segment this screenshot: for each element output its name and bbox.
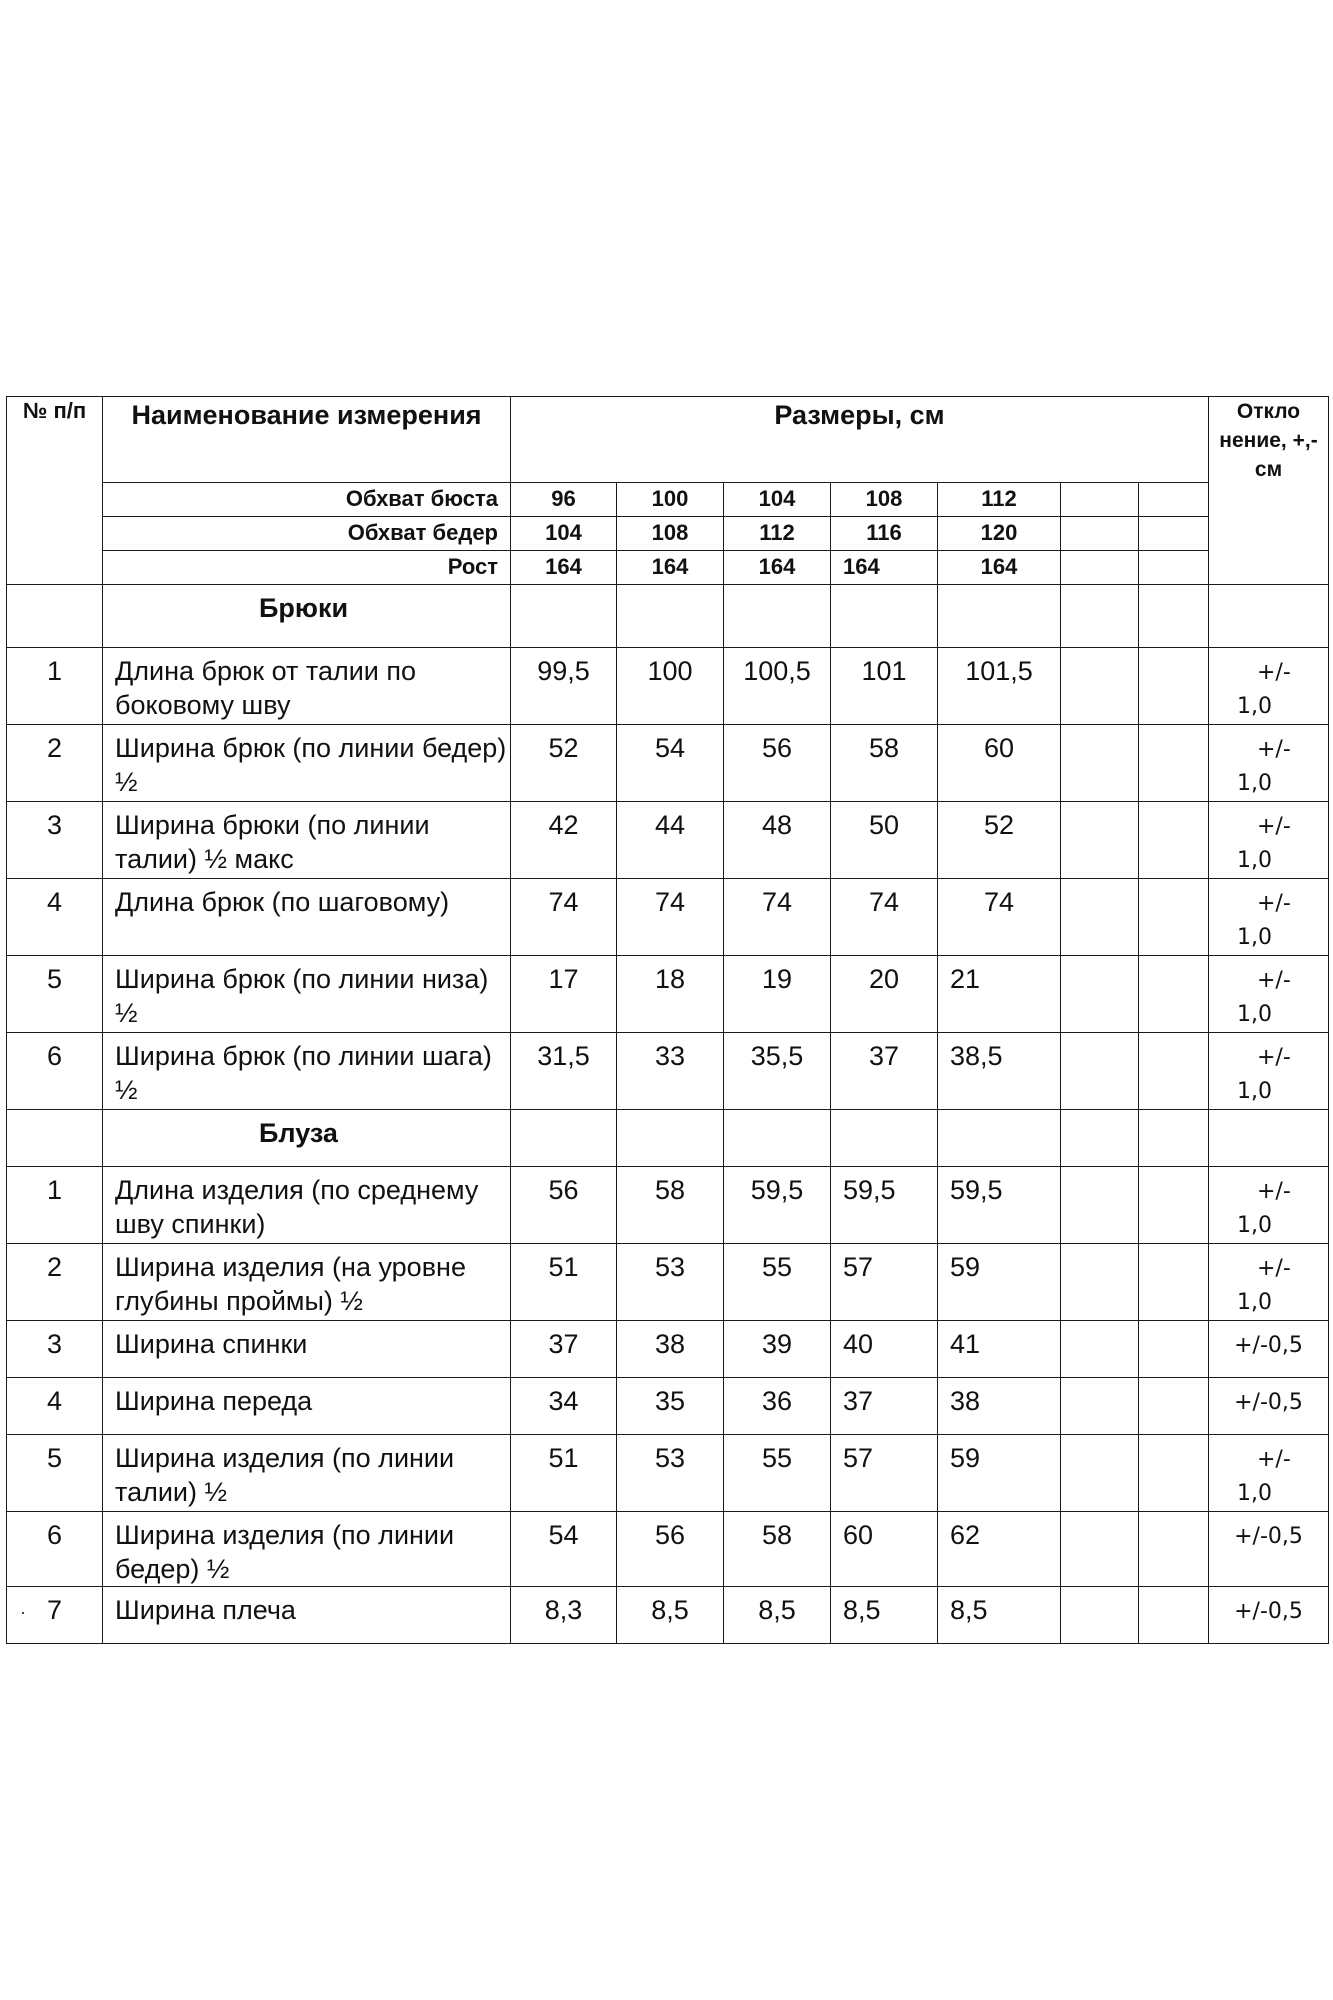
empty-cell xyxy=(1061,1587,1139,1644)
empty-cell xyxy=(938,585,1061,648)
size-value: 36 xyxy=(724,1378,831,1435)
row-number: 3 xyxy=(7,802,103,879)
size-value: 62 xyxy=(938,1512,1061,1587)
measurement-row xyxy=(7,1033,1329,1110)
empty-cell xyxy=(831,585,938,648)
tolerance-value: +/- 1,0 xyxy=(1209,1435,1329,1512)
size-value: 100,5 xyxy=(724,648,831,725)
row-number: 5 xyxy=(7,956,103,1033)
row-number: 2 xyxy=(7,725,103,802)
empty-cell xyxy=(511,1110,617,1167)
size-value: 56 xyxy=(617,1512,724,1587)
tolerance-value: +/-0,5 xyxy=(1209,1321,1329,1378)
param-value: 100 xyxy=(617,483,724,517)
size-value: 8,3 xyxy=(511,1587,617,1644)
measurement-name: Ширина брюки (по линии талии) ½ макс xyxy=(103,802,511,879)
size-value: 58 xyxy=(617,1167,724,1244)
param-label: Обхват бюста xyxy=(103,483,511,517)
size-value: 39 xyxy=(724,1321,831,1378)
size-value: 53 xyxy=(617,1435,724,1512)
empty-cell xyxy=(1139,1435,1209,1512)
size-value: 8,5 xyxy=(724,1587,831,1644)
param-value: 96 xyxy=(511,483,617,517)
section-row xyxy=(7,1110,1329,1167)
measurement-name: Ширина спинки xyxy=(103,1321,511,1378)
stray-dot xyxy=(22,1612,24,1614)
size-value: 55 xyxy=(724,1435,831,1512)
size-value: 74 xyxy=(724,879,831,956)
row-number: 6 xyxy=(7,1033,103,1110)
param-value: 104 xyxy=(724,483,831,517)
size-value: 44 xyxy=(617,802,724,879)
empty-cell xyxy=(1061,1435,1139,1512)
param-value: 120 xyxy=(938,517,1061,551)
empty-cell xyxy=(1139,1244,1209,1321)
empty-cell xyxy=(1061,802,1139,879)
empty-cell xyxy=(938,1110,1061,1167)
size-value: 56 xyxy=(724,725,831,802)
empty-cell xyxy=(1139,1321,1209,1378)
size-value: 60 xyxy=(938,725,1061,802)
tolerance-value: +/-0,5 xyxy=(1209,1587,1329,1644)
size-value: 74 xyxy=(831,879,938,956)
empty-cell xyxy=(1061,551,1139,585)
measurement-name: Ширина изделия (на уровне глубины проймы) ½ xyxy=(103,1244,511,1321)
measurement-name: Длина брюк от талии по боковому шву xyxy=(103,648,511,725)
tolerance-value: +/- 1,0 xyxy=(1209,879,1329,956)
empty-cell xyxy=(1061,1512,1139,1587)
size-value: 38 xyxy=(617,1321,724,1378)
size-value: 52 xyxy=(511,725,617,802)
deviation-column-header: Откло нение, +,- см xyxy=(1209,397,1329,585)
size-value: 8,5 xyxy=(617,1587,724,1644)
empty-cell xyxy=(1209,585,1329,648)
empty-cell xyxy=(1139,1512,1209,1587)
measurement-row xyxy=(7,1244,1329,1321)
size-value: 8,5 xyxy=(831,1587,938,1644)
tolerance-value: +/- 1,0 xyxy=(1209,802,1329,879)
measurement-row xyxy=(7,1321,1329,1378)
size-value: 41 xyxy=(938,1321,1061,1378)
size-value: 59 xyxy=(938,1244,1061,1321)
size-table xyxy=(6,396,1329,1644)
measurement-row xyxy=(7,725,1329,802)
size-value: 35,5 xyxy=(724,1033,831,1110)
param-value: 164 xyxy=(511,551,617,585)
row-number: 4 xyxy=(7,879,103,956)
empty-cell xyxy=(1139,1587,1209,1644)
measurement-row xyxy=(7,1435,1329,1512)
size-value: 51 xyxy=(511,1244,617,1321)
measurement-row xyxy=(7,956,1329,1033)
size-value: 52 xyxy=(938,802,1061,879)
empty-cell xyxy=(724,1110,831,1167)
header-row xyxy=(7,397,1329,483)
size-value: 53 xyxy=(617,1244,724,1321)
empty-cell xyxy=(1139,483,1209,517)
size-value: 99,5 xyxy=(511,648,617,725)
size-value: 59,5 xyxy=(938,1167,1061,1244)
size-value: 74 xyxy=(511,879,617,956)
empty-cell xyxy=(724,585,831,648)
measurement-row xyxy=(7,1378,1329,1435)
size-value: 20 xyxy=(831,956,938,1033)
empty-cell xyxy=(1061,585,1139,648)
size-value: 101 xyxy=(831,648,938,725)
row-number: 2 xyxy=(7,1244,103,1321)
size-value: 58 xyxy=(724,1512,831,1587)
empty-cell xyxy=(1139,879,1209,956)
param-value: 108 xyxy=(831,483,938,517)
measurement-row xyxy=(7,802,1329,879)
row-number: 7 xyxy=(7,1587,103,1644)
empty-cell xyxy=(1061,879,1139,956)
size-value: 34 xyxy=(511,1378,617,1435)
tolerance-value: +/- 1,0 xyxy=(1209,1244,1329,1321)
section-row xyxy=(7,585,1329,648)
param-value: 164 xyxy=(617,551,724,585)
tolerance-value: +/- 1,0 xyxy=(1209,1033,1329,1110)
size-value: 59,5 xyxy=(831,1167,938,1244)
empty-cell xyxy=(7,585,103,648)
empty-cell xyxy=(1061,517,1139,551)
row-number: 6 xyxy=(7,1512,103,1587)
param-value: 164 xyxy=(938,551,1061,585)
param-value: 112 xyxy=(724,517,831,551)
size-value: 40 xyxy=(831,1321,938,1378)
size-value: 17 xyxy=(511,956,617,1033)
tolerance-value: +/-0,5 xyxy=(1209,1378,1329,1435)
size-value: 58 xyxy=(831,725,938,802)
size-value: 38,5 xyxy=(938,1033,1061,1110)
empty-cell xyxy=(1139,802,1209,879)
param-value: 164 xyxy=(724,551,831,585)
size-value: 8,5 xyxy=(938,1587,1061,1644)
size-value: 31,5 xyxy=(511,1033,617,1110)
empty-cell xyxy=(1209,1110,1329,1167)
size-value: 18 xyxy=(617,956,724,1033)
param-label: Обхват бедер xyxy=(103,517,511,551)
tolerance-value: +/- 1,0 xyxy=(1209,1167,1329,1244)
size-value: 48 xyxy=(724,802,831,879)
empty-cell xyxy=(1061,1033,1139,1110)
measurement-name: Ширина изделия (по линии бедер) ½ xyxy=(103,1512,511,1587)
empty-cell xyxy=(1061,956,1139,1033)
section-title: Брюки xyxy=(103,585,511,648)
tolerance-value: +/-0,5 xyxy=(1209,1512,1329,1587)
empty-cell xyxy=(1061,1244,1139,1321)
size-value: 54 xyxy=(511,1512,617,1587)
empty-cell xyxy=(1139,517,1209,551)
tolerance-value: +/- 1,0 xyxy=(1209,648,1329,725)
measurement-name: Длина брюк (по шаговому) xyxy=(103,879,511,956)
measurement-name: Ширина брюк (по линии бедер) ½ xyxy=(103,725,511,802)
row-number: 4 xyxy=(7,1378,103,1435)
empty-cell xyxy=(1139,1033,1209,1110)
size-value: 33 xyxy=(617,1033,724,1110)
param-value: 108 xyxy=(617,517,724,551)
empty-cell xyxy=(1061,1321,1139,1378)
empty-cell xyxy=(1061,483,1139,517)
empty-cell xyxy=(1061,1378,1139,1435)
param-row xyxy=(7,483,1329,517)
measurement-row xyxy=(7,1167,1329,1244)
empty-cell xyxy=(1139,648,1209,725)
empty-cell xyxy=(1061,648,1139,725)
size-value: 60 xyxy=(831,1512,938,1587)
empty-cell xyxy=(1139,1167,1209,1244)
size-value: 56 xyxy=(511,1167,617,1244)
size-value: 59,5 xyxy=(724,1167,831,1244)
size-value: 37 xyxy=(511,1321,617,1378)
measurement-name: Ширина брюк (по линии низа) ½ xyxy=(103,956,511,1033)
empty-cell xyxy=(7,1110,103,1167)
measurement-row xyxy=(7,648,1329,725)
row-number: 3 xyxy=(7,1321,103,1378)
size-value: 38 xyxy=(938,1378,1061,1435)
name-column-header: Наименование измерения xyxy=(103,397,511,483)
param-row xyxy=(7,517,1329,551)
size-value: 21 xyxy=(938,956,1061,1033)
empty-cell xyxy=(617,585,724,648)
param-value: 164 xyxy=(831,551,938,585)
param-value: 116 xyxy=(831,517,938,551)
size-value: 37 xyxy=(831,1378,938,1435)
num-column-header: № п/п xyxy=(7,397,103,585)
size-value: 74 xyxy=(617,879,724,956)
param-value: 104 xyxy=(511,517,617,551)
param-label: Рост xyxy=(103,551,511,585)
size-value: 59 xyxy=(938,1435,1061,1512)
size-value: 51 xyxy=(511,1435,617,1512)
empty-cell xyxy=(1061,1110,1139,1167)
measurement-name: Ширина брюк (по линии шага) ½ xyxy=(103,1033,511,1110)
tolerance-value: +/- 1,0 xyxy=(1209,956,1329,1033)
empty-cell xyxy=(1139,1110,1209,1167)
empty-cell xyxy=(1139,725,1209,802)
empty-cell xyxy=(1139,585,1209,648)
measurement-name: Ширина плеча xyxy=(103,1587,511,1644)
param-value: 112 xyxy=(938,483,1061,517)
empty-cell xyxy=(617,1110,724,1167)
size-value: 42 xyxy=(511,802,617,879)
size-value: 74 xyxy=(938,879,1061,956)
row-number: 1 xyxy=(7,648,103,725)
tolerance-value: +/- 1,0 xyxy=(1209,725,1329,802)
empty-cell xyxy=(831,1110,938,1167)
measurement-name: Длина изделия (по среднему шву спинки) xyxy=(103,1167,511,1244)
size-value: 57 xyxy=(831,1244,938,1321)
section-title: Блуза xyxy=(103,1110,511,1167)
size-value: 101,5 xyxy=(938,648,1061,725)
measurement-name: Ширина изделия (по линии талии) ½ xyxy=(103,1435,511,1512)
size-value: 100 xyxy=(617,648,724,725)
size-value: 37 xyxy=(831,1033,938,1110)
empty-cell xyxy=(1139,551,1209,585)
measurement-row xyxy=(7,1587,1329,1644)
empty-cell xyxy=(1061,725,1139,802)
size-value: 55 xyxy=(724,1244,831,1321)
empty-cell xyxy=(1139,1378,1209,1435)
size-value: 50 xyxy=(831,802,938,879)
measurement-row xyxy=(7,879,1329,956)
size-value: 35 xyxy=(617,1378,724,1435)
measurement-row xyxy=(7,1512,1329,1587)
empty-cell xyxy=(511,585,617,648)
row-number: 1 xyxy=(7,1167,103,1244)
sizes-column-header: Размеры, см xyxy=(511,397,1209,483)
empty-cell xyxy=(1061,1167,1139,1244)
measurement-name: Ширина переда xyxy=(103,1378,511,1435)
size-value: 54 xyxy=(617,725,724,802)
empty-cell xyxy=(1139,956,1209,1033)
row-number: 5 xyxy=(7,1435,103,1512)
size-value: 57 xyxy=(831,1435,938,1512)
param-row xyxy=(7,551,1329,585)
size-value: 19 xyxy=(724,956,831,1033)
